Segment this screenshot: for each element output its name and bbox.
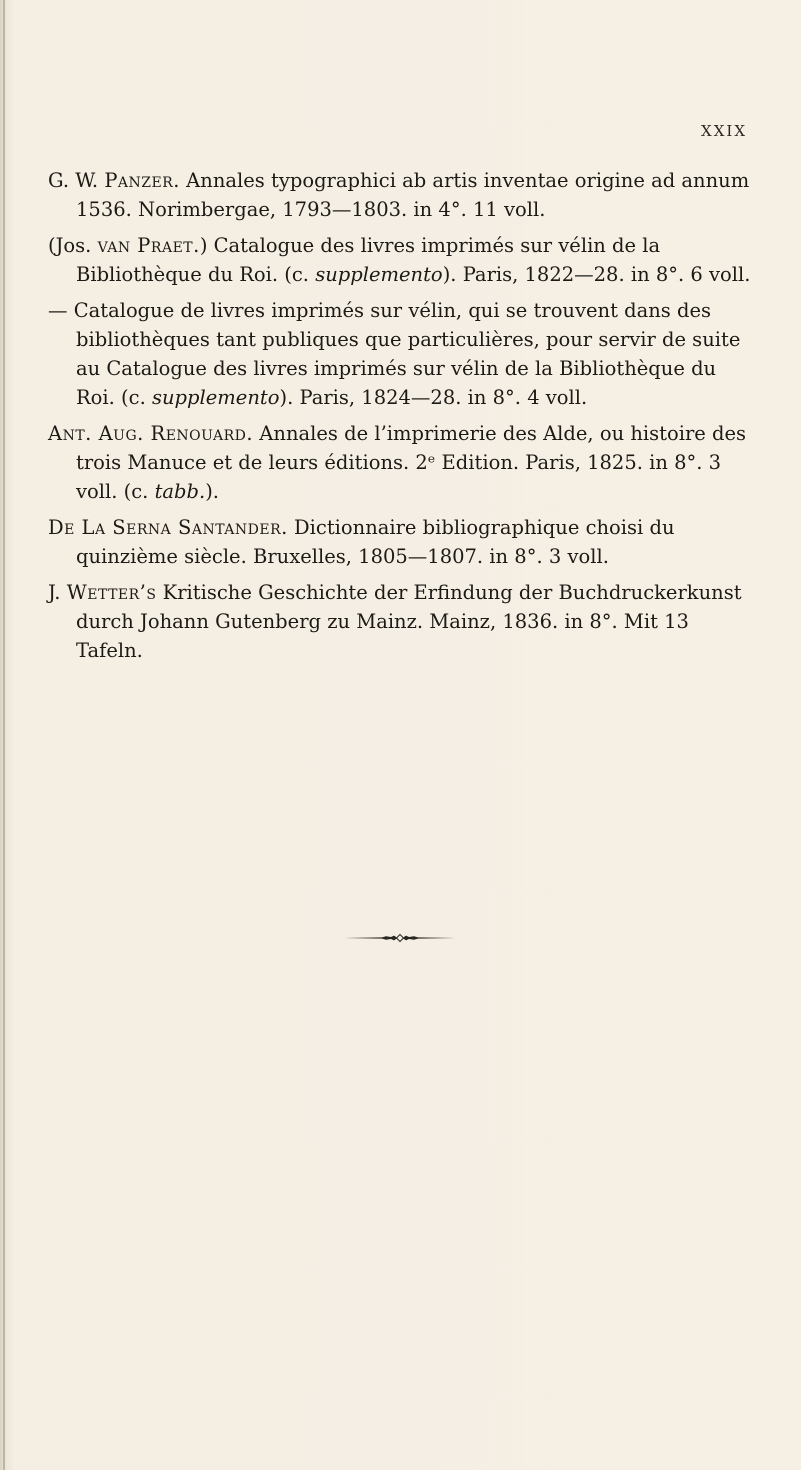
entry-text: — Catalogue de livres imprimés sur vélin, qui se trouvent dans des bibliothèques tant publiques que particulières, pour servir de suite au Catalogue des livres imprimés sur vélin de la Bibliothèque du Roi. (c. [48,299,741,409]
entry-text: (Jos. [48,234,98,257]
entry-italic-note: supplemento [315,263,443,286]
entry-text: Annales de l’imprimerie des Alde, ou histoire des trois Manuce et de leurs éditions. 2ᵉ Edition. Paris, 1825. in 8°. 3 voll. (c. [76,422,747,503]
bibliography-entry [48,166,758,224]
bibliography-entry [48,296,758,412]
entry-author: Ant. Aug. Renouard. [48,422,254,445]
entry-text: ). [205,480,220,503]
page-number: XXIX [701,122,747,140]
bibliography-entry [48,513,758,571]
bibliography-list [48,166,758,672]
entry-text: Dictionnaire bibliographique choisi du quinzième siècle. Bruxelles, 1805—1807. in 8°. 3 voll. [76,516,675,568]
bibliography-entry [48,578,758,665]
entry-author: van Praet. [97,234,200,257]
entry-text: G. W. [48,169,105,192]
entry-author: Panzer. [104,169,180,192]
entry-text: Kritische Geschichte der Erfindung der Buchdruckerkunst durch Johann Gutenberg zu Mainz. Mainz, 1836. in 8°. Mit 13 Tafeln. [76,581,742,662]
entry-italic-note: supplemento [151,386,280,409]
entry-text: Annales typographici ab artis inventae origine ad annum 1536. Norimbergae, 1793—1803. in 4°. 11 voll. [76,169,750,221]
entry-text: ). Paris, 1824—28. in 8°. 4 voll. [279,386,588,409]
entry-text: J. [48,581,67,604]
entry-author: Wetter’s [66,581,157,604]
entry-text: ). Paris, 1822—28. in 8°. 6 voll. [442,263,751,286]
bibliography-entry [48,419,758,506]
bibliography-entry [48,231,758,289]
entry-text: ) Catalogue des livres imprimés sur vélin de la Bibliothèque du Roi. (c. [76,234,661,286]
decorative-rule-ornament-icon [342,932,458,944]
entry-italic-note: tabb. [154,480,206,503]
page-gutter-edge [3,0,5,1470]
entry-author: De La Serna Santander. [48,516,288,539]
